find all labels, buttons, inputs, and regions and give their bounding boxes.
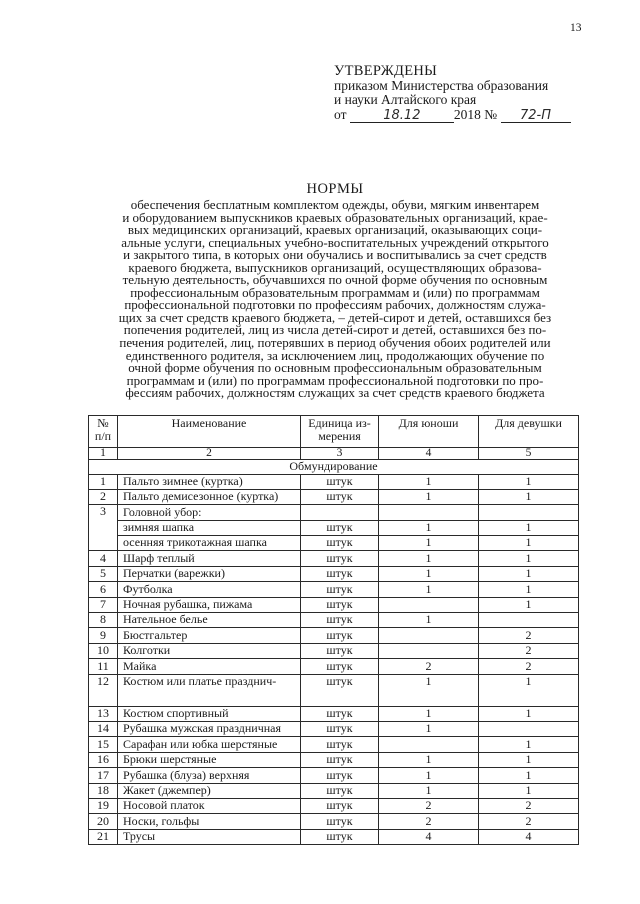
norms-text-line: единственного родителя, за исключением лиц, продолжающих обучение по — [125, 347, 545, 363]
norms-table — [88, 415, 579, 845]
column-index: 5 — [479, 448, 579, 460]
cell-boys — [379, 628, 479, 643]
cell-number: 2 — [89, 489, 118, 504]
date-prefix: от — [334, 106, 347, 122]
cell-girls: 1 — [479, 566, 579, 581]
cell-girls: 2 — [479, 628, 579, 643]
cell-boys: 1 — [379, 768, 479, 783]
cell-name: Ночная рубашка, пижама — [118, 597, 301, 612]
approval-title: УТВЕРЖДЕНЫ — [334, 63, 438, 79]
cell-number: 19 — [89, 798, 118, 813]
column-index: 1 — [89, 448, 118, 460]
cell-unit: штук — [301, 737, 379, 752]
table-row — [89, 551, 579, 566]
cell-boys: 1 — [379, 752, 479, 767]
cell-number: 3 — [89, 505, 118, 551]
cell-number: 4 — [89, 551, 118, 566]
cell-boys: 1 — [379, 536, 479, 551]
cell-number: 20 — [89, 814, 118, 829]
cell-girls: 4 — [479, 829, 579, 844]
table-row — [89, 798, 579, 813]
cell-boys: 1 — [379, 474, 479, 489]
cell-boys: 1 — [379, 783, 479, 798]
cell-unit: штук — [301, 721, 379, 736]
cell-number: 6 — [89, 582, 118, 597]
cell-unit: штук — [301, 674, 379, 706]
table-row — [89, 783, 579, 798]
norms-text-line: тельную деятельность, обучавшихся по очной форме обучения по основным — [122, 272, 548, 288]
cell-unit: штук — [301, 489, 379, 504]
cell-number: 10 — [89, 643, 118, 658]
table-row — [89, 489, 579, 504]
table-row — [89, 768, 579, 783]
table-row — [89, 505, 579, 520]
cell-number: 7 — [89, 597, 118, 612]
cell-boys: 1 — [379, 613, 479, 628]
cell-girls: 1 — [479, 551, 579, 566]
cell-girls: 1 — [479, 489, 579, 504]
cell-girls: 1 — [479, 674, 579, 706]
table-row — [89, 566, 579, 581]
table-row — [89, 643, 579, 658]
norms-text-line: профессиональной подготовки по профессиям рабочих, должностям служа- — [124, 297, 546, 313]
norms-text-line: и закрытого типа, в которых они обучались и воспитывались за счет средств — [123, 247, 547, 263]
norms-text-line: щих за счет средств краевого бюджета, – детей-сирот и детей, оставшихся без — [118, 309, 552, 325]
cell-unit — [301, 505, 379, 520]
cell-name: Рубашка (блуза) верхняя — [118, 768, 301, 783]
cell-name: Футболка — [118, 582, 301, 597]
cell-boys: 4 — [379, 829, 479, 844]
year-and-number-label: 2018 № — [453, 106, 498, 122]
table-body — [89, 448, 579, 845]
table-row — [89, 613, 579, 628]
norms-text-line: и оборудованием выпускников краевых образовательных организаций, крае- — [122, 209, 548, 225]
cell-girls — [479, 505, 579, 520]
cell-unit: штук — [301, 829, 379, 844]
cell-boys: 1 — [379, 489, 479, 504]
cell-girls: 1 — [479, 520, 579, 535]
cell-girls: 2 — [479, 814, 579, 829]
cell-boys: 2 — [379, 659, 479, 674]
cell-name: Нательное белье — [118, 613, 301, 628]
handwritten-date: 18.12 — [383, 107, 421, 123]
cell-number: 8 — [89, 613, 118, 628]
cell-number: 13 — [89, 706, 118, 721]
cell-boys: 1 — [379, 551, 479, 566]
column-index-row — [89, 448, 579, 460]
cell-unit: штук — [301, 474, 379, 489]
header-unit-line1: Единица из- — [308, 416, 371, 430]
cell-girls: 1 — [479, 737, 579, 752]
cell-unit: штук — [301, 566, 379, 581]
cell-girls: 1 — [479, 706, 579, 721]
cell-boys: 1 — [379, 582, 479, 597]
norms-text-line: фессиям рабочих, должностям служащих за счет средств краевого бюджета — [125, 385, 545, 401]
approval-line-order: приказом Министерства образования — [334, 77, 549, 93]
cell-name: Головной убор: — [118, 505, 301, 520]
norms-text-line: печения родителей, лиц, потерявших в период обучения обоих родителей или — [119, 335, 551, 351]
header-girls: Для девушки — [479, 416, 579, 448]
cell-name: Сарафан или юбка шерстяные — [118, 737, 301, 752]
table-row — [89, 752, 579, 767]
cell-name: Трусы — [118, 829, 301, 844]
section-title: Обмундирование — [89, 460, 579, 475]
cell-unit: штук — [301, 628, 379, 643]
cell-girls: 2 — [479, 659, 579, 674]
table-row — [89, 659, 579, 674]
cell-unit: штук — [301, 768, 379, 783]
table-row — [89, 474, 579, 489]
header-number — [89, 416, 118, 448]
column-index: 4 — [379, 448, 479, 460]
table-row — [89, 582, 579, 597]
cell-number: 1 — [89, 474, 118, 489]
cell-name: Майка — [118, 659, 301, 674]
cell-name: Костюм или платье празднич- — [118, 674, 301, 706]
table-row — [89, 674, 579, 706]
cell-unit: штук — [301, 536, 379, 551]
cell-girls: 2 — [479, 798, 579, 813]
cell-boys — [379, 505, 479, 520]
cell-girls — [479, 613, 579, 628]
table-row — [89, 520, 579, 535]
cell-number: 14 — [89, 721, 118, 736]
column-index: 3 — [301, 448, 379, 460]
approval-line-ministry: и науки Алтайского края — [334, 92, 477, 108]
cell-name: Пальто демисезонное (куртка) — [118, 489, 301, 504]
cell-boys: 1 — [379, 674, 479, 706]
norms-text-line: программам и (или) по программам профессиональной подготовки по про- — [126, 372, 544, 388]
header-unit — [301, 416, 379, 448]
table-row — [89, 706, 579, 721]
header-number-line1: № — [97, 416, 109, 430]
cell-name: Носовой платок — [118, 798, 301, 813]
cell-girls: 1 — [479, 768, 579, 783]
cell-girls: 1 — [479, 752, 579, 767]
cell-boys: 2 — [379, 814, 479, 829]
table-row — [89, 721, 579, 736]
cell-unit: штук — [301, 597, 379, 612]
cell-number: 12 — [89, 674, 118, 706]
column-index: 2 — [118, 448, 301, 460]
header-name: Наименование — [118, 416, 301, 448]
page-number: 13 — [570, 22, 582, 34]
cell-unit: штук — [301, 752, 379, 767]
cell-name: Брюки шерстяные — [118, 752, 301, 767]
cell-girls: 2 — [479, 643, 579, 658]
cell-unit: штук — [301, 551, 379, 566]
norms-title: НОРМЫ — [306, 181, 364, 197]
norms-heading — [80, 181, 590, 400]
cell-girls: 1 — [479, 582, 579, 597]
norms-text-line: альные услуги, специальных учебно-воспитательных учреждений открытого — [121, 234, 549, 250]
cell-unit: штук — [301, 613, 379, 628]
approval-date-line — [334, 108, 571, 123]
cell-number: 17 — [89, 768, 118, 783]
table-row — [89, 737, 579, 752]
cell-name: зимняя шапка — [118, 520, 301, 535]
cell-name: Бюстгальтер — [118, 628, 301, 643]
table-row — [89, 814, 579, 829]
cell-name: осенняя трикотажная шапка — [118, 536, 301, 551]
norms-text-line: краевого бюджета, выпускников организаций, осуществляющих образова- — [128, 259, 542, 275]
cell-name: Костюм спортивный — [118, 706, 301, 721]
cell-name: Жакет (джемпер) — [118, 783, 301, 798]
cell-girls: 1 — [479, 474, 579, 489]
handwritten-order-number: 72-П — [519, 107, 551, 123]
norms-text-line: вых медицинских организаций, краевых организаций, оказывающих соци- — [127, 222, 543, 238]
cell-boys: 1 — [379, 520, 479, 535]
cell-name: Рубашка мужская праздничная — [118, 721, 301, 736]
section-row — [89, 460, 579, 475]
cell-boys — [379, 597, 479, 612]
cell-boys: 1 — [379, 566, 479, 581]
cell-boys — [379, 737, 479, 752]
cell-name: Колготки — [118, 643, 301, 658]
cell-number: 5 — [89, 566, 118, 581]
cell-boys: 2 — [379, 798, 479, 813]
cell-unit: штук — [301, 520, 379, 535]
cell-boys: 1 — [379, 721, 479, 736]
cell-number: 9 — [89, 628, 118, 643]
cell-number: 21 — [89, 829, 118, 844]
header-boys: Для юноши — [379, 416, 479, 448]
norms-text-line: очной форме обучения по основным профессиональным образовательным — [128, 360, 542, 376]
cell-name: Носки, гольфы — [118, 814, 301, 829]
cell-unit: штук — [301, 643, 379, 658]
cell-unit: штук — [301, 783, 379, 798]
cell-unit: штук — [301, 659, 379, 674]
norms-text-line: профессиональным образовательным программам и (или) по программам — [130, 284, 540, 300]
cell-girls — [479, 721, 579, 736]
cell-name: Перчатки (варежки) — [118, 566, 301, 581]
number-blank — [501, 109, 571, 123]
cell-unit: штук — [301, 798, 379, 813]
cell-boys: 1 — [379, 706, 479, 721]
cell-number: 15 — [89, 737, 118, 752]
header-number-line2: п/п — [94, 428, 112, 443]
cell-number: 18 — [89, 783, 118, 798]
cell-number: 16 — [89, 752, 118, 767]
cell-unit: штук — [301, 814, 379, 829]
table-row — [89, 628, 579, 643]
cell-girls: 1 — [479, 536, 579, 551]
cell-boys — [379, 643, 479, 658]
cell-number: 11 — [89, 659, 118, 674]
cell-girls: 1 — [479, 783, 579, 798]
header-row — [89, 416, 579, 448]
date-blank — [350, 109, 454, 123]
cell-unit: штук — [301, 706, 379, 721]
cell-name: Пальто зимнее (куртка) — [118, 474, 301, 489]
norms-text-line: попечения родителей, лиц из числа детей-сирот и детей, оставшихся без по- — [123, 322, 547, 338]
cell-girls: 1 — [479, 597, 579, 612]
approval-block — [334, 64, 571, 123]
cell-unit: штук — [301, 582, 379, 597]
table-row — [89, 597, 579, 612]
table-header — [89, 416, 579, 448]
header-unit-line2: мерения — [318, 428, 361, 443]
cell-name: Шарф теплый — [118, 551, 301, 566]
table-row — [89, 829, 579, 844]
table-row — [89, 536, 579, 551]
norms-text-line: обеспечения бесплатным комплектом одежды, обуви, мягким инвентарем — [130, 197, 540, 212]
